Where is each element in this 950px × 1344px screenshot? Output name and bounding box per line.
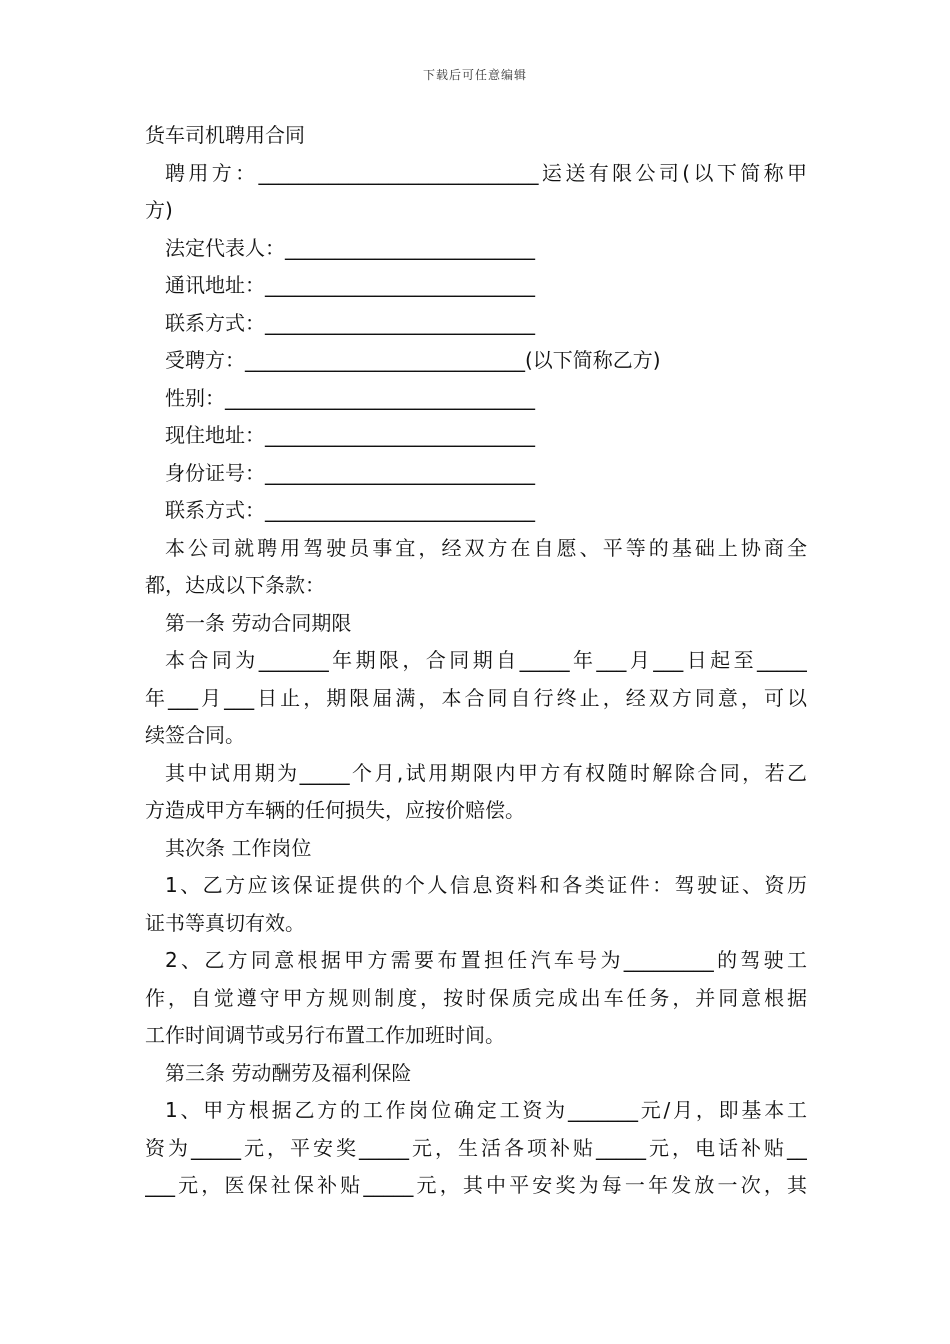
document-line: 联系方式：___________________________ bbox=[165, 310, 535, 335]
document-line: 其次条 工作岗位 bbox=[165, 835, 312, 860]
document-line: 方) bbox=[145, 198, 173, 222]
document-line: 都，达成以下条款： bbox=[145, 573, 325, 597]
document-line: 年___月___日止，期限届满，本合同自行终止，经双方同意，可以 bbox=[145, 685, 807, 710]
contract-body bbox=[145, 117, 807, 1205]
document-line: 本公司就聘用驾驶员事宜，经双方在自愿、平等的基础上协商全 bbox=[165, 535, 807, 560]
document-line: 1、乙方应该保证提供的个人信息资料和各类证件：驾驶证、资历 bbox=[165, 873, 807, 897]
document-line: 聘用方：____________________________运送有限公司(以下简称甲 bbox=[165, 160, 807, 185]
document-line: 方造成甲方车辆的任何损失，应按价赔偿。 bbox=[145, 798, 525, 822]
document-line: 资为_____元，平安奖_____元，生活各项补贴_____元，电话补贴__ bbox=[145, 1135, 807, 1160]
document-line: 通讯地址：___________________________ bbox=[165, 273, 535, 297]
document-title: 货车司机聘用合同 bbox=[145, 123, 305, 147]
document-line: 身份证号：___________________________ bbox=[165, 460, 535, 485]
document-line: 法定代表人：_________________________ bbox=[165, 235, 535, 260]
document-line: 现住地址：___________________________ bbox=[165, 423, 535, 447]
document-line: 其中试用期为_____个月,试用期限内甲方有权随时解除合同，若乙 bbox=[165, 760, 807, 785]
document-line: 本合同为_______年期限，合同期自_____年___月___日起至_____ bbox=[165, 648, 807, 672]
document-line: 作，自觉遵守甲方规则制度，按时保质完成出车任务，并同意根据 bbox=[145, 985, 807, 1010]
document-line: 续签合同。 bbox=[145, 723, 245, 747]
document-line: 联系方式：___________________________ bbox=[165, 498, 535, 522]
document-line: 工作时间调节或另行布置工作加班时间。 bbox=[145, 1023, 505, 1047]
page-header-note: 下载后可任意编辑 bbox=[422, 68, 527, 82]
document-line: 第三条 劳动酬劳及福利保险 bbox=[165, 1060, 412, 1085]
document-line: 证书等真切有效。 bbox=[145, 910, 305, 935]
document-line: 受聘方：____________________________(以下简称乙方) bbox=[165, 348, 661, 372]
document-line: 第一条 劳动合同期限 bbox=[165, 610, 352, 635]
document-line: 性别：_______________________________ bbox=[165, 385, 535, 410]
document-line: ___元，医保社保补贴_____元，其中平安奖为每一年发放一次，其 bbox=[145, 1173, 807, 1197]
document-line: 2、乙方同意根据甲方需要布置担任汽车号为_________的驾驶工 bbox=[165, 948, 807, 972]
document-line: 1、甲方根据乙方的工作岗位确定工资为_______元/月，即基本工 bbox=[165, 1098, 807, 1122]
